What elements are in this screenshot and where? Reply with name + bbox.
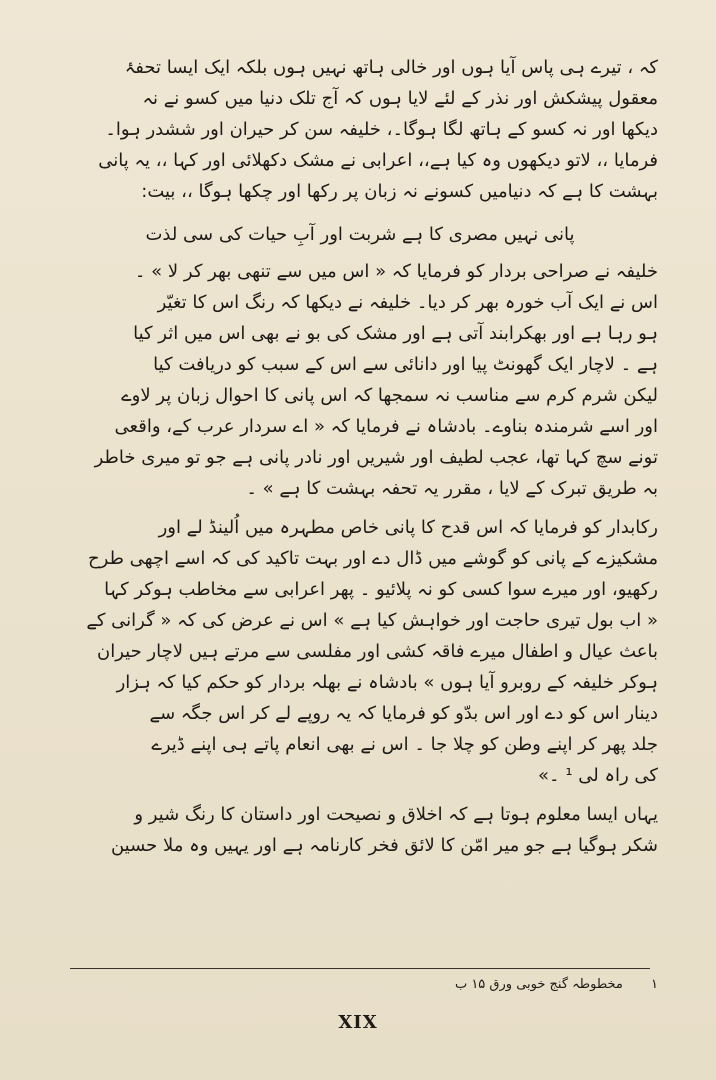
body-text: [62, 52, 658, 861]
text-line: کہ ، تیرے ہی پاس آیا ہوں اور خالی ہاتھ نہیں ہوں بلکہ ایک ایسا تحفۂ: [124, 57, 658, 78]
text-line: جلد پھر کر اپنے وطن کو چلا جا ۔ اس نے بھی انعام پاتے ہی اپنے ڈیرے: [151, 734, 658, 755]
text-line: ہوکر خلیفہ کے روبرو آیا ہوں » بادشاہ نے بھلہ بردار کو حکم کیا کہ ہزار: [116, 672, 658, 693]
text-line: مشکیزے کے پانی کو گوشے میں ڈال دے اور بہت تاکید کی کہ اسے اچھی طرح: [88, 548, 658, 569]
footnote: [62, 974, 658, 996]
text-line: یہاں ایسا معلوم ہوتا ہے کہ اخلاق و نصیحت اور داستان کا رنگ شیر و: [134, 804, 658, 825]
footnote-divider: [70, 968, 650, 969]
footnote-number: ۱: [651, 977, 658, 992]
text-line: بہ طریق تبرک کے لایا ، مقرر یہ تحفہ بہشت کا ہے » ۔: [246, 478, 658, 499]
text-line: شکر ہوگیا ہے جو میر امّن کا لائق فخر کارنامہ ہے اور یہیں وہ ملا حسین: [110, 835, 658, 856]
text-line: ہے ۔ لاچار ایک گھونٹ پیا اور دانائی سے اس کے سبب کو دریافت کیا: [153, 354, 658, 375]
paragraph-gap: [62, 504, 658, 512]
text-line: خلیفہ نے صراحی بردار کو فرمایا کہ « اس میں سے تنھی بھر کر لا » ۔: [134, 261, 658, 282]
text-line: تونے سچ کہا تھا، عجب لطیف اور شیریں اور نادر پانی ہے جو تو میری خاطر: [94, 447, 658, 468]
text-line: باعث عیال و اطفال میرے فاقہ کشی اور مفلسی سے مرتے ہیں لاچار حیران: [96, 641, 658, 662]
text-line: لیکن شرم کرم سے مناسب نہ سمجھا کہ اس پانی کا احوال زبان پر لاوے: [121, 385, 658, 406]
text-line: اس نے ایک آب خورہ بھر کر دیا۔ خلیفہ نے دیکھا کہ رنگ اس کا تغیّر: [157, 292, 658, 313]
text-line: بہشت کا ہے کہ دنیامیں کسونے نہ زبان پر رکھا اور چکھا ہوگا ،، بیت:: [141, 181, 658, 202]
text-line: اور اسے شرمندہ بناوے۔ بادشاہ نے فرمایا کہ « اے سردار عرب کے، واقعی: [114, 416, 658, 437]
verse-line: پانی نہیں مصری کا ہے شربت اور آبِ حیات کی سی لذت: [145, 224, 575, 245]
text-line: کی راہ لی ¹ ۔»: [538, 765, 658, 786]
paragraph-gap: [62, 791, 658, 799]
text-line: ہو رہا ہے اور بھکرابند آتی ہے اور مشک کی بو نے بھی اس میں اثر کیا: [133, 323, 658, 344]
text-line: دینار اس کو دے اور اس بدّو کو فرمایا کہ یہ روپے لے کر اس جگہ سے: [149, 703, 658, 724]
text-line: « اب بول تیری حاجت اور خواہش کیا ہے » اس نے عرض کی کہ « گرانی کے: [86, 610, 658, 631]
footnote-text: مخطوطہ گنج خوبی ورق ۱۵ ب: [454, 977, 623, 992]
text-line: رکابدار کو فرمایا کہ اس قدح کا پانی خاص مطہرہ میں اُلینڈ لے اور: [158, 517, 658, 538]
text-line: دیکھا اور نہ کسو کے ہاتھ لگا ہوگا۔، خلیفہ سن کر حیران اور ششدر ہوا۔: [105, 119, 658, 140]
page-number: XIX: [338, 1012, 378, 1033]
text-line: فرمایا ،، لاتو دیکھوں وہ کیا ہے،، اعرابی نے مشک دکھلائی اور کہا ،، یہ پانی: [98, 150, 658, 171]
text-line: رکھیو، اور میرے سوا کسی کو نہ پلائیو ۔ پھر اعرابی سے مخاطب ہوکر کہا: [104, 579, 658, 600]
text-line: معقول پیشکش اور نذر کے لئے لایا ہوں کہ آج تلک دنیا میں کسو نے نہ: [142, 88, 658, 109]
